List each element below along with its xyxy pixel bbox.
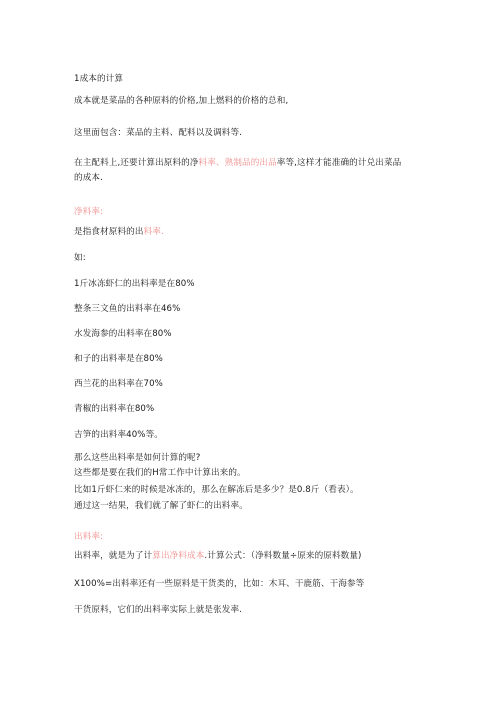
paragraph-line: 比如1斤虾仁来的时候是冰冻的，那么在解冻后是多少？是0.8斤（看表）。 [74,485,359,495]
paragraph-dry-goods: 干货原料，它们的出料率实际上就是张发率. [74,605,243,615]
highlight-text: 算出净料成本 [152,551,205,561]
paragraph-line: 通过这一结果，我们就了解了虾仁的出料率。 [74,501,248,511]
example-item: 吉笋的出料率40%等。 [74,430,163,440]
paragraph-contents: 这里面包含：菜品的主料、配料以及调料等. [74,128,243,138]
paragraph-definition [74,227,164,238]
example-item: 和子的出料率是在80% [74,354,163,364]
example-item: 青椒的出料率在80% [74,404,155,414]
paragraph-line: 这些都是要在我们的H常工作中计算出来的。 [74,468,246,478]
paragraph-line: 那么这些出料率是如何计算的呢? [74,453,201,463]
paragraph-text-part: 出料率，就是为了计 [74,551,153,561]
paragraph-text-part: 在主配料上,还要计算出原料的净 [74,158,199,168]
example-item: 西兰花的出料率在70% [74,379,163,389]
highlight-text: 料率、熟制品的出品 [198,158,277,168]
highlight-text: 料率. [143,227,164,237]
section-title: 1成本的计算 [74,74,124,84]
example-item: 1斤冰冻虾仁的出料率是在80% [74,279,195,289]
paragraph-x100: X100%=出料率还有一些原料是干货类的，比如：木耳、干鹿筋、干海参等 [74,579,365,589]
heading-chuliaolv: 出料率: [74,532,104,542]
paragraph-text-part: 率等,这样才能准确的计兑出菜品的成本. [74,158,402,183]
example-item: 水发海参的出料率在80% [74,329,172,339]
paragraph-main-ingredients [74,156,404,186]
example-intro: 如: [74,253,86,263]
heading-jingliaolv: 净料率: [74,207,104,217]
paragraph-text-part: .计算公式：（净料数量÷原来的原料数量) [204,551,362,561]
example-item: 整条三文鱼的出料率在46% [74,304,181,314]
paragraph-cost-definition: 成本就是菜品的各种原料的价格,加上燃料的价格的总和, [74,96,289,106]
paragraph-formula [74,551,362,562]
paragraph-text-part: 是指食材原料的出 [74,227,144,237]
